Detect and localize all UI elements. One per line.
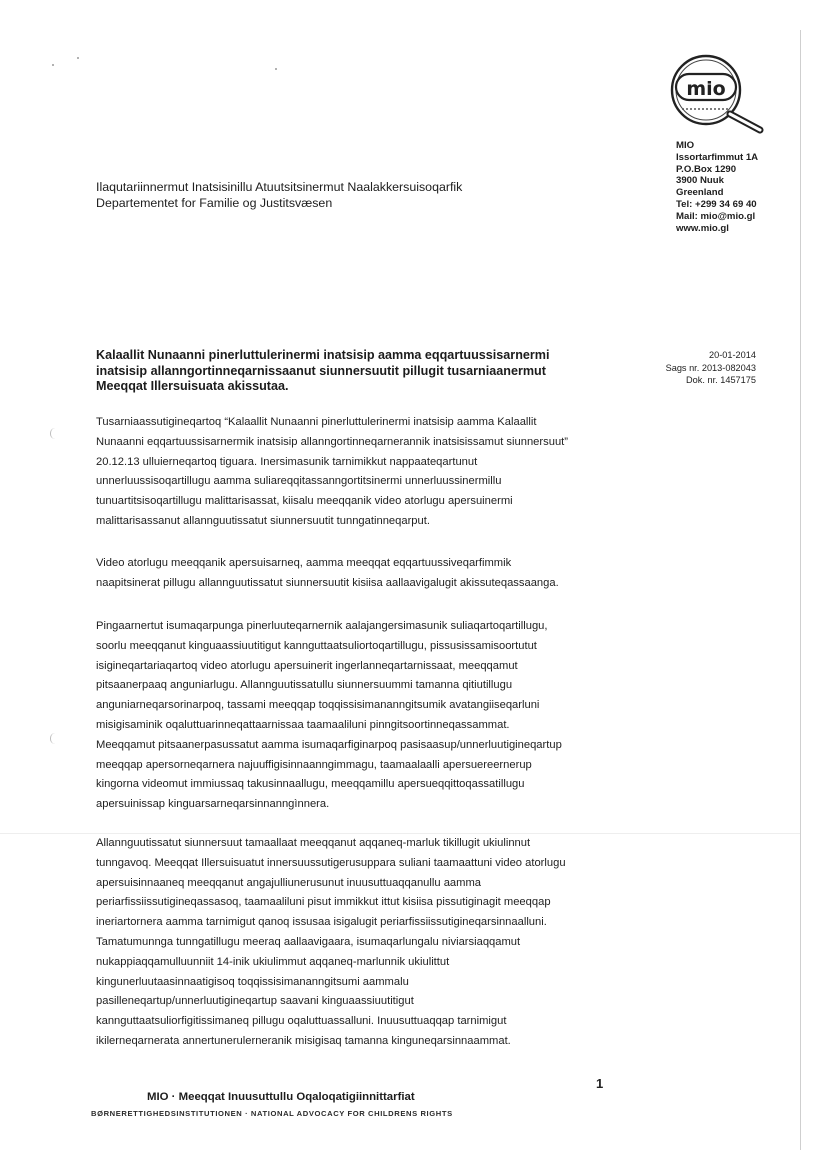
recipient-address bbox=[96, 179, 462, 211]
text-line: isigineqartariaqartoq video atorlugu apersuinerit ingerlanneqartarnissaat, meeqqamut bbox=[96, 659, 518, 672]
case-number: Sags nr. 2013-082043 bbox=[665, 362, 756, 373]
mio-logo-icon bbox=[662, 52, 776, 136]
scan-speck bbox=[77, 57, 79, 59]
svg-text:mio: mio bbox=[686, 78, 726, 100]
org-city: 3900 Nuuk bbox=[676, 175, 724, 187]
text-line: apersuinissap kinguarsarneqarsinnanngìnnera. bbox=[96, 798, 330, 811]
text-line: ikilerneqarnerata annertunerulerneranik misigisaq tamanna kinguneqarsinnaammat. bbox=[96, 1034, 511, 1047]
text-line: kingorna videomut immiussaq takusinnaallugu, meeqqamillu apersueqqittoqassatillugu bbox=[96, 778, 525, 791]
text-line: tunuartitsisoqartillugu malittarisassat, kiisalu meeqqanik video atorlugu apersuinermi bbox=[96, 495, 513, 508]
footer-title: MIO · Meeqqat Inuusuttullu Oqaloqatigiinnittarfiat bbox=[147, 1091, 415, 1103]
subject-line: inatsisip allanngortinneqarnissaanut siunnersuutit pillugit tusarniaanermut bbox=[96, 363, 546, 378]
body-paragraph-1 bbox=[96, 413, 646, 532]
text-line: tunngavoq. Meeqqat Illersuisuatut innersuussutigerusuppara suliani taamaattuni video atorlugu bbox=[96, 856, 566, 869]
text-line: Allannguutissatut siunnersuut tamaallaat meeqqanut aqqaneq-marluk tikillugit ukiulinnut bbox=[96, 837, 531, 849]
text-line: naapitsinerat pillugu allannguutissatut siunnersuutit kisiisa aallaavigalugit akissuteqassaanga. bbox=[96, 576, 559, 589]
text-line: pitsaanerpaaq anguniarlugu. Allannguutissatullu siunnersuummi tamanna qitiutillugu bbox=[96, 679, 513, 692]
letter-meta bbox=[666, 349, 756, 387]
sender-address bbox=[676, 140, 796, 234]
text-line: Tusarniaassutigineqartoq “Kalaallit Nunaanni pinerluttulerinermi inatsisip aamma Kalaallit bbox=[96, 416, 537, 428]
page-number: 1 bbox=[596, 1076, 604, 1091]
text-line: malittarisassanut allannguutissatut siunnersuutit tunngatinneqarput. bbox=[96, 514, 430, 527]
footer-subtitle: BØRNERETTIGHEDSINSTITUTIONEN · NATIONAL ADVOCACY FOR CHILDRENS RIGHTS bbox=[91, 1109, 453, 1118]
org-website: www.mio.gl bbox=[676, 222, 729, 234]
body-paragraph-4 bbox=[96, 834, 646, 1052]
text-line: Pingaarnertut isumaqarpunga pinerluuteqarnernik aalajangersimasunik suliaqartoqartillugu, bbox=[96, 620, 548, 632]
text-line: Nunaanni eqqartuussisarnermik inatsisip allanngortinneqarnerannik inatsisissamut siunnersuut” bbox=[96, 435, 568, 448]
scan-mark bbox=[50, 733, 55, 744]
subject-line: Kalaallit Nunaanni pinerluttulerinermi inatsisip aamma eqqartuussisarnermi bbox=[96, 348, 550, 362]
body-paragraph-2 bbox=[96, 554, 646, 594]
text-line: kingunerluutaasinnaatigisoq toqqissisimananngitsumi aammalu bbox=[96, 975, 409, 988]
right-margin-rule bbox=[800, 30, 801, 1150]
org-street: Issortarfimmut 1A bbox=[676, 151, 759, 163]
text-line: ineriartornera aamma tarnimigut qanoq issusaa isigalugit periarfissiissutigineqarsinnaalluni. bbox=[96, 916, 547, 929]
letter-date: 20-01-2014 bbox=[709, 350, 756, 360]
recipient-line: Ilaqutariinnermut Inatsisinillu Atuutsitsinermut Naalakkersuisoqarfik bbox=[96, 180, 463, 194]
org-country: Greenland bbox=[676, 187, 724, 199]
text-line: apersuisinnaaneq meeqqanut angajulliunerusunut inuusuttuaqqanullu aamma bbox=[96, 876, 482, 889]
subject-line: Meeqqat Illersuisuata akissutaa. bbox=[96, 379, 289, 393]
scan-speck bbox=[275, 68, 277, 70]
org-phone: Tel: +299 34 69 40 bbox=[676, 198, 757, 210]
org-pobox: P.O.Box 1290 bbox=[676, 163, 737, 175]
scan-mark bbox=[50, 428, 55, 439]
document-number: Dok. nr. 1457175 bbox=[686, 375, 756, 386]
text-line: unnerluussisoqartillugu aamma suliareqqitassanngortitsinermi unnerluussinermillu bbox=[96, 475, 502, 488]
text-line: periarfissiissutigineqassasoq, taamaaliluni pisut immikkut ittut kisiisa pissutiginagit meeqqap bbox=[96, 896, 551, 909]
org-mail: Mail: mio@mio.gl bbox=[676, 210, 756, 222]
text-line: 20.12.13 ulluierneqartoq tiguara. Inersimasunik tarnimikkut nappaateqartunut bbox=[96, 455, 478, 468]
text-line: Tamatumunnga tunngatillugu meeraq aallaavigaara, isumaqarlungalu niviarsiaqqamut bbox=[96, 935, 521, 948]
text-line: nukappiaqqamulluunniit 14-inik ukiulimmut aqqaneq-marlunnik ukiulittut bbox=[96, 955, 450, 968]
text-line: soorlu meeqqanut kinguaassiuutitigut kannguttaatsuliortoqartillugu, pissusissamisoortutut bbox=[96, 639, 537, 652]
body-paragraph-3 bbox=[96, 617, 646, 815]
org-name: MIO bbox=[676, 140, 695, 151]
text-line: anguniarneqarsorinarpoq, tassami meeqqap toqqissisimananngitsumik avatangiiseqarluni bbox=[96, 699, 540, 712]
text-line: Meeqqamut pitsaanerpasussatut aamma isumaqarfiginarpoq pasisaasup/unnerluutigineqartup bbox=[96, 738, 562, 751]
text-line: Video atorlugu meeqqanik apersuisarneq, aamma meeqqat eqqartuussiveqarfimmik bbox=[96, 557, 512, 569]
text-line: kannguttaatsuliorfigitissimaneq pillugu oqaluttuassalluni. Inuusuttuaqqap tarnimigut bbox=[96, 1015, 507, 1028]
scan-speck bbox=[52, 64, 54, 66]
recipient-line: Departementet for Familie og Justitsvæsen bbox=[96, 196, 333, 210]
text-line: misigisaminik oqaluttuarinneqattaarnissaa taamaaliluni pinngitsoortinneqassammat. bbox=[96, 718, 510, 731]
text-line: pasilleneqartup/unnerluutigineqartup saavani kinguaassiuutitigut bbox=[96, 995, 414, 1008]
letter-subject bbox=[96, 348, 606, 395]
text-line: meeqqap apersorneqarnera najuuffigisinnaanngimmagu, taamaalaalli apersuereernerup bbox=[96, 758, 532, 771]
